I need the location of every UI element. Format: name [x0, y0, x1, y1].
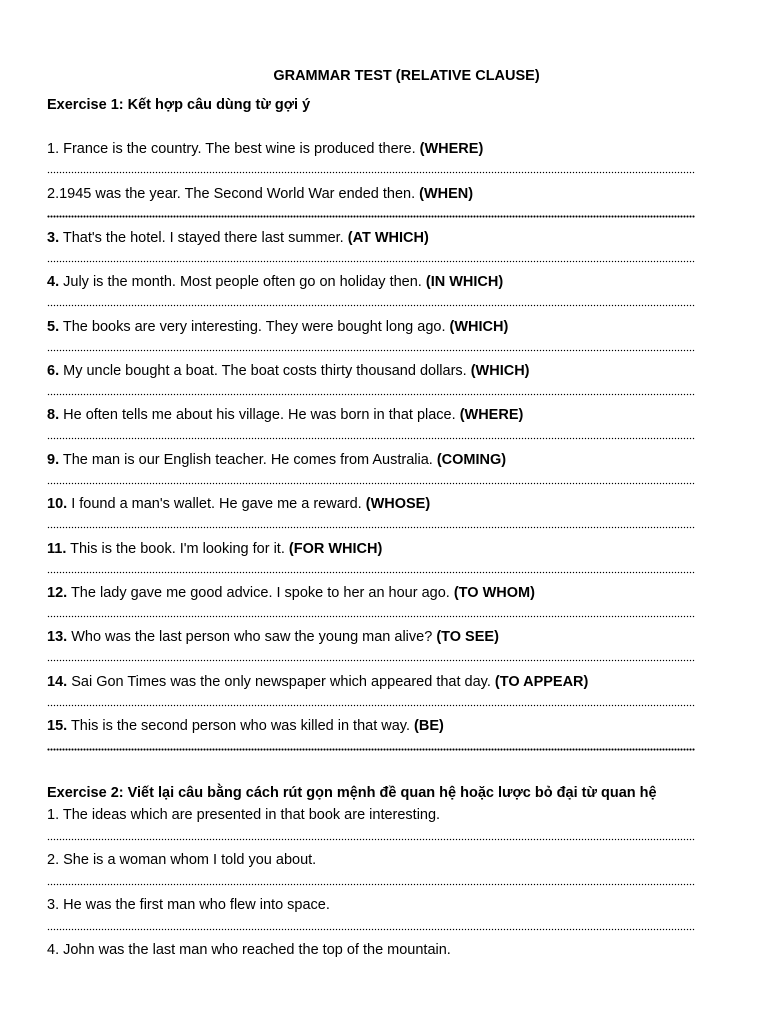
question-text: He often tells me about his village. He was born in that place. — [63, 407, 456, 423]
question-text: This is the second person who was killed in that way. — [70, 718, 410, 734]
answer-line[interactable] — [47, 838, 695, 841]
answer-line[interactable] — [47, 571, 695, 574]
question-hint: (WHICH) — [449, 319, 509, 335]
question-4 — [47, 274, 503, 290]
question-3 — [47, 230, 429, 246]
answer-line[interactable] — [47, 171, 695, 174]
question-hint: (TO SEE) — [436, 629, 499, 645]
question-number: 12. — [47, 585, 68, 601]
ex2-question-1: 1. The ideas which are presented in that book are interesting. — [47, 807, 441, 823]
question-9 — [47, 452, 506, 468]
question-hint: (FOR WHICH) — [288, 541, 383, 557]
answer-line[interactable] — [47, 704, 695, 707]
question-text: Sai Gon Times was the only newspaper which appeared that day. — [71, 674, 491, 690]
answer-line[interactable] — [47, 260, 695, 263]
question-number: 14. — [47, 674, 68, 690]
question-text: July is the month. Most people often go on holiday then. — [63, 274, 422, 290]
question-hint: (WHEN) — [419, 186, 474, 202]
question-6 — [47, 363, 530, 379]
answer-line[interactable] — [47, 748, 695, 751]
question-12 — [47, 585, 535, 601]
question-number: 5. — [47, 319, 60, 335]
question-text: That's the hotel. I stayed there last summer. — [62, 230, 344, 246]
question-hint: (AT WHICH) — [347, 230, 429, 246]
answer-line[interactable] — [47, 482, 695, 485]
question-hint: (WHICH) — [470, 363, 530, 379]
question-number: 6. — [47, 363, 60, 379]
answer-line[interactable] — [47, 349, 695, 352]
question-text: The man is our English teacher. He comes from Australia. — [62, 452, 433, 468]
ex2-question-3: 3. He was the first man who flew into space. — [47, 897, 330, 913]
answer-line[interactable] — [47, 215, 695, 218]
ex2-question-4: 4. John was the last man who reached the top of the mountain. — [47, 942, 451, 958]
question-11 — [47, 541, 382, 557]
answer-line[interactable] — [47, 393, 695, 396]
question-number: 8. — [47, 407, 60, 423]
question-hint: (WHERE) — [459, 407, 524, 423]
question-number: 10. — [47, 496, 68, 512]
answer-line[interactable] — [47, 437, 695, 440]
answer-line[interactable] — [47, 659, 695, 662]
question-hint: (COMING) — [436, 452, 507, 468]
exercise2-heading: Exercise 2: Viết lại câu bằng cách rút gọn mệnh đề quan hệ hoặc lược bỏ đại từ quan hệ — [47, 785, 657, 801]
question-text: This is the book. I'm looking for it. — [70, 541, 285, 557]
question-number: 9. — [47, 452, 60, 468]
question-number: 4. — [47, 274, 60, 290]
question-number: 15. — [47, 718, 68, 734]
question-14 — [47, 674, 588, 690]
question-text: My uncle bought a boat. The boat costs thirty thousand dollars. — [63, 363, 467, 379]
question-text: 2.1945 was the year. The Second World War ended then. — [47, 186, 416, 202]
question-hint: (TO APPEAR) — [494, 674, 589, 690]
answer-line[interactable] — [47, 526, 695, 529]
question-hint: (IN WHICH) — [425, 274, 504, 290]
question-8 — [47, 407, 523, 423]
question-5 — [47, 319, 508, 335]
question-1 — [47, 141, 483, 157]
question-2 — [47, 186, 473, 202]
question-10 — [47, 496, 430, 512]
question-text: I found a man's wallet. He gave me a reward. — [71, 496, 362, 512]
question-hint: (BE) — [414, 718, 444, 734]
question-text: The lady gave me good advice. I spoke to her an hour ago. — [70, 585, 450, 601]
ex2-question-2: 2. She is a woman whom I told you about. — [47, 852, 317, 868]
question-13 — [47, 629, 499, 645]
question-number: 11. — [47, 541, 67, 557]
question-number: 13. — [47, 629, 68, 645]
question-text: Who was the last person who saw the young man alive? — [71, 629, 433, 645]
question-number: 3. — [47, 230, 60, 246]
question-15 — [47, 718, 444, 734]
answer-line[interactable] — [47, 615, 695, 618]
answer-line[interactable] — [47, 928, 695, 931]
exercise1-heading: Exercise 1: Kết hợp câu dùng từ gợi ý — [47, 97, 311, 113]
question-hint: (WHERE) — [419, 141, 484, 157]
question-text: 1. France is the country. The best wine is produced there. — [47, 141, 416, 157]
question-hint: (TO WHOM) — [453, 585, 535, 601]
answer-line[interactable] — [47, 883, 695, 886]
question-hint: (WHOSE) — [365, 496, 431, 512]
question-text: The books are very interesting. They were bought long ago. — [62, 319, 446, 335]
answer-line[interactable] — [47, 304, 695, 307]
worksheet-title: GRAMMAR TEST (RELATIVE CLAUSE) — [273, 68, 540, 84]
